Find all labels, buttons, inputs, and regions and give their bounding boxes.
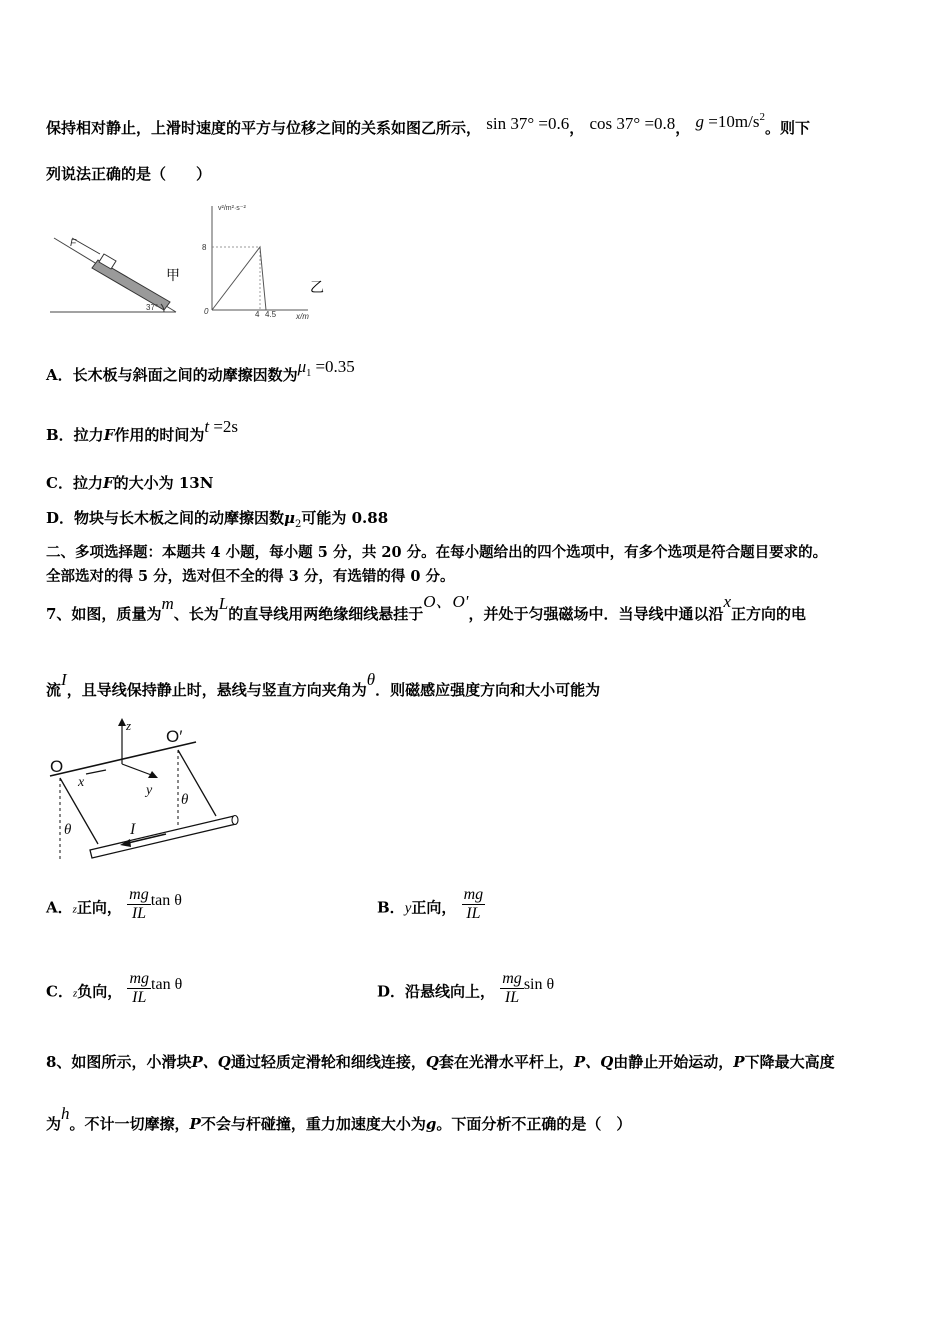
q7-option-b: B．y正向， $\frac{mg}{IL}$ xyxy=(377,886,484,922)
wire xyxy=(90,816,236,858)
x-axis-label: x/m xyxy=(296,312,309,321)
x-tick-4-5: 4.5 xyxy=(265,310,277,319)
z-label: z xyxy=(126,718,132,733)
label-jia: 甲 xyxy=(166,268,180,284)
q7-figure xyxy=(46,716,242,866)
q7-option-a: A．z正向， $\frac{mg}{IL}$ tan θ xyxy=(46,886,182,922)
current-label: I xyxy=(130,821,136,838)
v2-x-chart xyxy=(202,205,309,321)
x-label: x xyxy=(78,775,85,790)
rod-top xyxy=(50,742,196,776)
y-axis xyxy=(122,764,154,776)
theta-right: θ xyxy=(181,792,189,808)
x-tick-4: 4 xyxy=(255,310,260,319)
g-expression: $g =10m/s^2$ xyxy=(695,111,765,131)
q7-line2: 流I，且导线保持静止时，悬线与竖直方向夹角为θ．则磁感应强度方向和大小可能为 xyxy=(46,670,601,699)
y-axis-label: v²/m²·s⁻² xyxy=(218,205,246,212)
q7-option-c: C．z负向， $\frac{mg}{IL}$ tan θ xyxy=(46,970,183,1006)
q6-option-d: D．物块与长木板之间的动摩擦因数$\mu_2$可能为 0.88 xyxy=(46,509,389,530)
sin-expression: sin 37° =0.6 xyxy=(486,114,570,133)
q7-option-d: D．沿悬线向上， $\frac{mg}{IL}$ sin θ xyxy=(377,970,555,1006)
O-prime-label: O′ xyxy=(166,727,183,746)
q6-option-b: B．拉力F作用的时间为t =2s xyxy=(46,417,239,444)
origin-label: 0 xyxy=(204,307,209,316)
x-axis xyxy=(86,770,106,774)
q6-option-a: A．长木板与斜面之间的动摩擦因数为$\mu_1 =0.35$ xyxy=(46,357,355,384)
wire-end xyxy=(232,816,238,825)
y-tick-8: 8 xyxy=(202,243,207,252)
q8-line2: 为h。不计一切摩擦，P不会与杆碰撞，重力加速度大小为g。下面分析不正确的是（ ） xyxy=(46,1104,632,1133)
section-header-line1: 二、多项选择题：本题共 4 小题，每小题 5 分，共 20 分。在每小题给出的四个选项中，有多个选项是符合题目要求的。 xyxy=(46,544,828,561)
z-arrowhead xyxy=(118,718,126,726)
O-label: O xyxy=(50,757,64,776)
q8-line1: 8、如图所示，小滑块P、Q通过轻质定滑轮和细线连接，Q套在光滑水平杆上，P、Q由静止开始运动，P下降最大高度 xyxy=(46,1053,835,1071)
section-header-line2: 全部选对的得 5 分，选对但不全的得 3 分，有选错的得 0 分。 xyxy=(46,568,455,585)
long-board xyxy=(92,260,170,310)
y-label: y xyxy=(146,783,153,798)
force-label: F xyxy=(70,238,77,249)
angle-label: 37° xyxy=(146,303,159,312)
label-yi: 乙 xyxy=(310,280,324,296)
cos-expression: cos 37° =0.8 xyxy=(589,114,676,133)
q6-line2: 列说法正确的是（ ） xyxy=(46,165,212,183)
q6-line1: 保持相对静止，上滑时速度的平方与位移之间的关系如图乙所示， sin 37° =0.6， cos 37° =0.8， $g =10m/s^2$。则下 xyxy=(46,111,810,137)
q6-figure xyxy=(46,198,346,324)
data-line xyxy=(212,247,266,310)
q6-option-c: C．拉力F的大小为 13N xyxy=(46,474,214,492)
q7-line1: 7、如图，质量为m、长为L的直导线用两绝缘细线悬挂于O、O'，并处于匀强磁场中．当导线中通以沿x正方向的电 xyxy=(46,592,807,623)
theta-left: θ xyxy=(64,822,72,838)
